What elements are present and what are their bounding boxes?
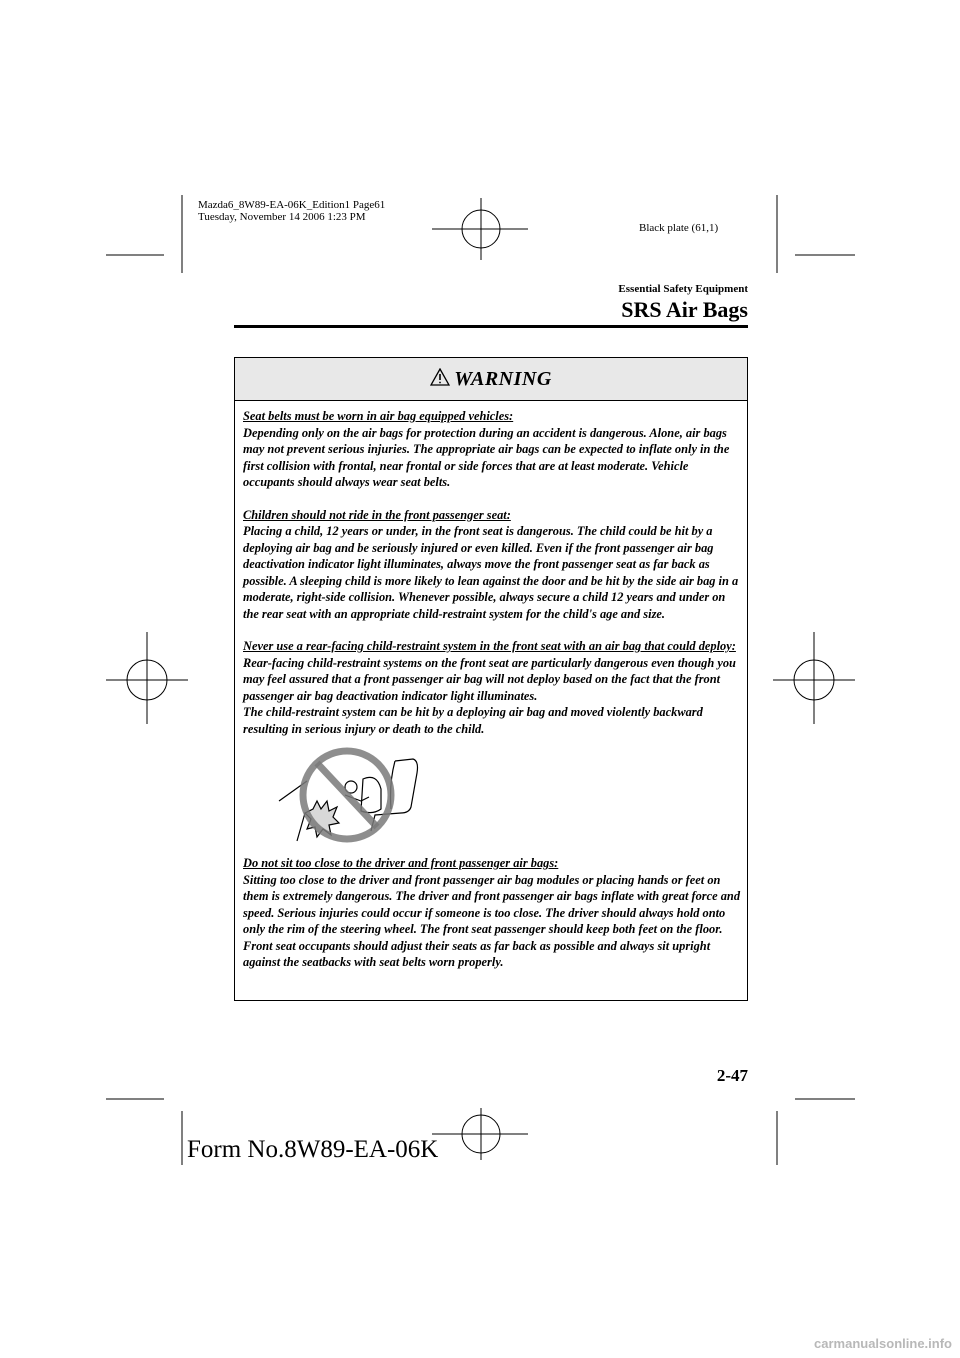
warning-item <box>243 507 741 623</box>
warning-box <box>234 357 748 1001</box>
warning-item-heading: Never use a rear-facing child-restraint system in the front seat with an air bag that could deploy: <box>243 639 736 653</box>
page-title: SRS Air Bags <box>621 297 748 322</box>
warning-item-heading: Children should not ride in the front passenger seat: <box>243 507 511 522</box>
warning-item <box>243 638 741 737</box>
warning-item-heading: Do not sit too close to the driver and front passenger air bags: <box>243 856 559 870</box>
print-file-line: Mazda6_8W89-EA-06K_Edition1 Page61 <box>198 199 386 211</box>
warning-header <box>235 358 747 401</box>
warning-title: WARNING <box>454 367 552 390</box>
rear-facing-child-seat-prohibited-illustration <box>277 743 427 843</box>
warning-item-text: Depending only on the air bags for protection during an accident is dangerous. Alone, air bags may not prevent serious injuries. The appropriate air bags can be expected to inflate only in the first collision with frontal, near frontal or side forces that are at least moderate. Vehicle occupants should always wear seat belts. <box>243 425 730 489</box>
warning-item-text: Rear-facing child-restraint systems on the front seat are particularly dangerous even though you may feel assured that a front passenger air bag will not deploy based on the fact that the front passenger air bag deactivation indicator light illuminates. <box>243 655 736 703</box>
plate-label: Black plate (61,1) <box>639 222 719 234</box>
form-number: Form No.8W89-EA-06K <box>187 1136 439 1163</box>
warning-item-text: Sitting too close to the driver and front passenger air bag modules or placing hands or feet on them is extremely dangerous. The driver and front passenger air bags inflate with great force and speed. Serious injuries could occur if someone is too close. The driver should always hold onto only the rim of the steering wheel. The front seat passenger should keep both feet on the floor. Front seat occupants should adjust their seats as far back as possible and always sit upright against the seatbacks with seat belts worn properly. <box>243 872 741 969</box>
section-name: Essential Safety Equipment <box>618 283 748 295</box>
print-date-line: Tuesday, November 14 2006 1:23 PM <box>198 211 366 223</box>
header-rule <box>234 325 748 328</box>
warning-item-text: The child-restraint system can be hit by a deploying air bag and moved violently backward resulting in serious injury or death to the child. <box>243 705 703 736</box>
page-number: 2-47 <box>716 1066 748 1085</box>
warning-item-text: Placing a child, 12 years or under, in the front seat is dangerous. The child could be hit by a deploying air bag and be seriously injured or even killed. Even if the front passenger air bag deactivation indicator light illuminates, always move the front passenger seat as far back as possible. A sleeping child is more likely to lean against the door and be hit by the side air bag in a moderate, right-side collision. Whenever possible, always secure a child 12 years and under on the rear seat with an appropriate child-restraint system for the child's age and size. <box>243 524 739 621</box>
warning-triangle-icon <box>430 368 450 391</box>
warning-body <box>235 401 747 971</box>
warning-item-heading: Seat belts must be worn in air bag equipped vehicles: <box>243 409 514 423</box>
warning-item <box>243 855 741 971</box>
warning-item <box>243 408 741 491</box>
watermark: carmanualsonline.info <box>814 1336 952 1351</box>
